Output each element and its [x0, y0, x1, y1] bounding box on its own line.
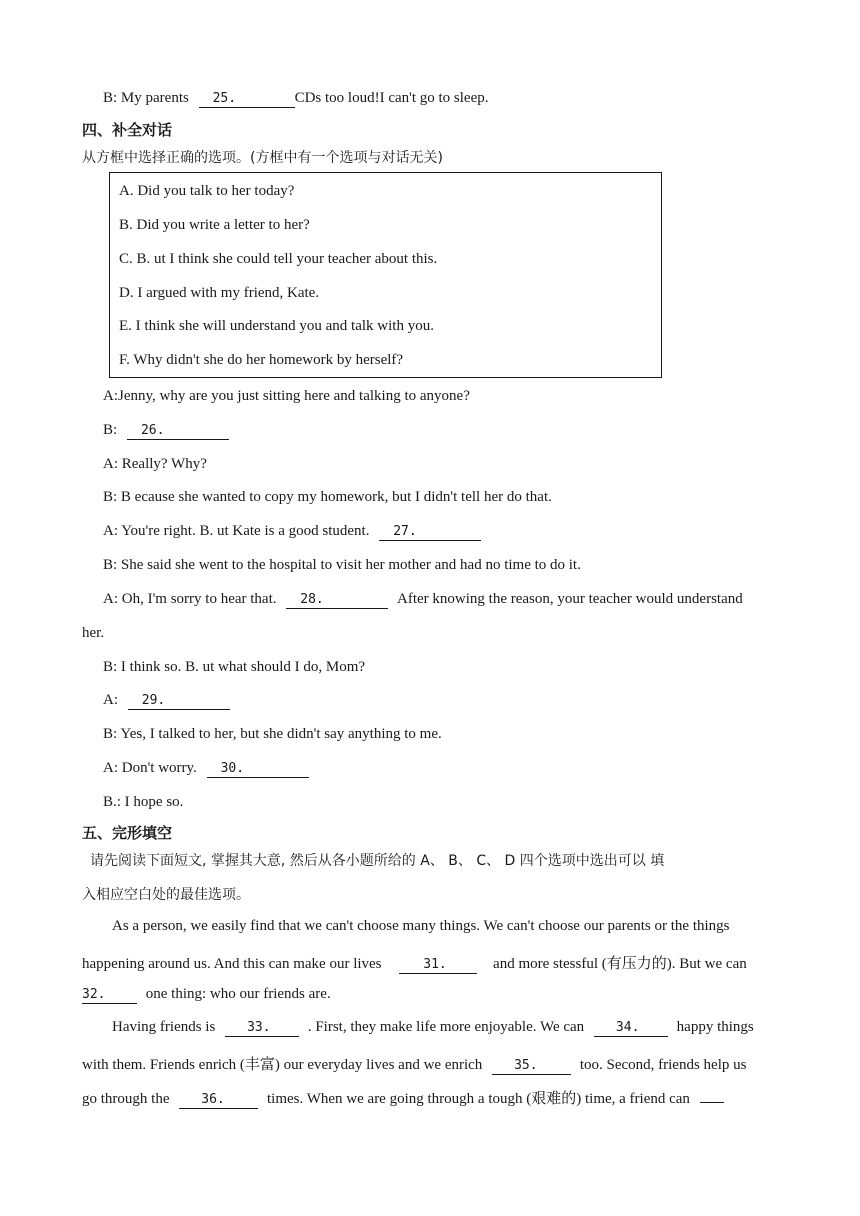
section-5-title: 五、完形填空 [82, 824, 173, 842]
option-a: A. Did you talk to her today? [119, 183, 295, 199]
answer-blank-26[interactable]: 26. [127, 424, 229, 440]
option-f: F. Why didn't she do her homework by herself? [119, 352, 404, 368]
section-5-instruction: 请先阅读下面短文, 掌握其大意, 然后从各小题所给的 A、 B、 C、 D 四个选项中选出可以 填 [90, 853, 665, 869]
dialogue-line: B: She said she went to the hospital to visit her mother and had no time to do it. [103, 557, 581, 573]
passage-line-33-34: Having friends is 33. . First, they make life more enjoyable. We can 34. happy things [112, 1019, 754, 1035]
answer-blank-30[interactable]: 30. [207, 762, 309, 778]
dialogue-line-28: A: Oh, I'm sorry to hear that. 28. After knowing the reason, your teacher would understand [103, 591, 743, 607]
section-5-instruction-cont: 入相应空白处的最佳选项。 [82, 887, 250, 903]
dialogue-line: B: I think so. B. ut what should I do, Mom? [103, 659, 366, 675]
passage-line-31: happening around us. And this can make our lives 31. and more stessful (有压力的). But we can [82, 956, 747, 972]
dialogue-line: A:Jenny, why are you just sitting here and talking to anyone? [103, 388, 470, 404]
dialogue-line-25: B: My parents 25. CDs too loud!I can't go to sleep. [103, 90, 489, 106]
answer-blank-33[interactable]: 33. [225, 1021, 299, 1037]
passage-line: As a person, we easily find that we can't choose many things. We can't choose our parents or the things [112, 918, 730, 934]
options-box [109, 172, 662, 378]
passage-line-36: go through the 36. times. When we are going through a tough (艰难的) time, a friend can [82, 1087, 724, 1109]
option-d: D. I argued with my friend, Kate. [119, 285, 320, 301]
option-e: E. I think she will understand you and talk with you. [119, 318, 434, 334]
dialogue-line: A: Really? Why? [103, 456, 207, 472]
answer-blank-25[interactable]: 25. [199, 92, 295, 108]
dialogue-line-30: A: Don't worry. 30. [103, 760, 309, 778]
passage-line-32: 32. one thing: who our friends are. [82, 986, 331, 1002]
answer-blank-36[interactable]: 36. [179, 1093, 258, 1109]
answer-blank-35[interactable]: 35. [492, 1059, 571, 1075]
dialogue-line: B.: I hope so. [103, 794, 184, 810]
dialogue-line-29: A: 29. [103, 692, 230, 710]
dialogue-line: B: B ecause she wanted to copy my homework, but I didn't tell her do that. [103, 489, 552, 505]
section-4-instruction: 从方框中选择正确的选项。(方框中有一个选项与对话无关) [82, 150, 443, 166]
passage-line-35: with them. Friends enrich (丰富) our everyday lives and we enrich 35. too. Second, friends help us [82, 1057, 747, 1073]
dialogue-line-27: A: You're right. B. ut Kate is a good student. 27. [103, 523, 481, 541]
answer-blank-34[interactable]: 34. [594, 1021, 668, 1037]
dialogue-line: B: Yes, I talked to her, but she didn't say anything to me. [103, 726, 442, 742]
section-4-title: 四、补全对话 [82, 121, 173, 139]
dialogue-line-continuation: her. [82, 625, 105, 641]
answer-blank-37[interactable] [700, 1101, 724, 1103]
answer-blank-31[interactable]: 31. [399, 958, 477, 974]
option-b: B. Did you write a letter to her? [119, 217, 310, 233]
answer-blank-28[interactable]: 28. [286, 593, 388, 609]
option-c: C. B. ut I think she could tell your teacher about this. [119, 251, 438, 267]
dialogue-line-26: B: 26. [103, 422, 229, 440]
answer-blank-32[interactable]: 32. [82, 988, 137, 1004]
answer-blank-27[interactable]: 27. [379, 525, 481, 541]
answer-blank-29[interactable]: 29. [128, 694, 230, 710]
